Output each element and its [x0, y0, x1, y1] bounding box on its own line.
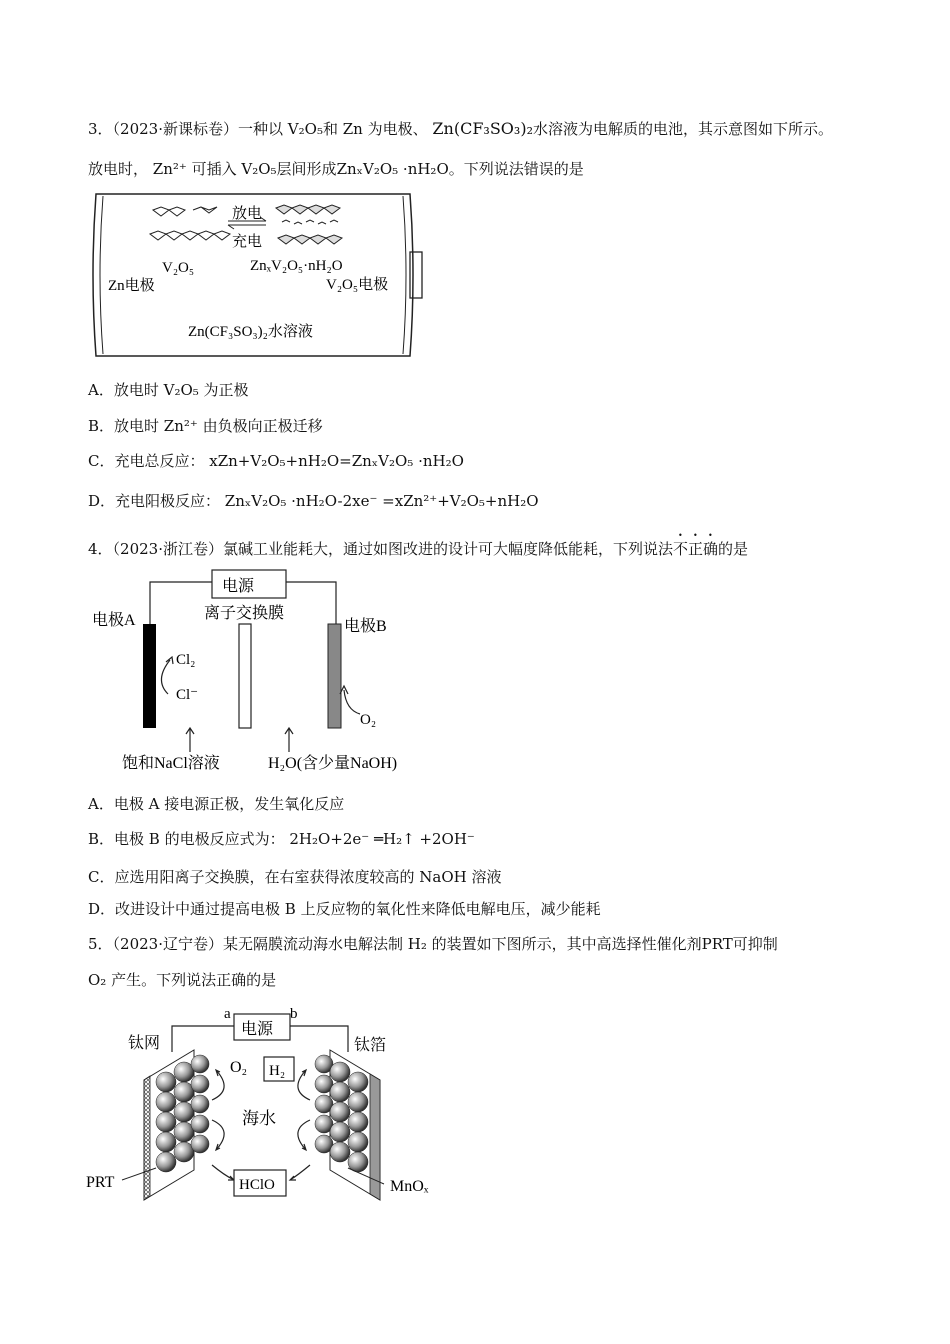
q3-source: （2023·新课标卷）	[112, 120, 238, 138]
q3-v2o5-electrode: V₂O₅电极	[326, 277, 389, 293]
q5-left-catalyst-balls	[156, 1055, 209, 1172]
option-label: D．	[88, 492, 116, 510]
q4-source: （2023·浙江卷）	[112, 540, 223, 558]
q5-stem-text: O₂ 产生。下列说法正确的是	[88, 971, 277, 989]
q4-stem-text: 氯碱工业能耗大，通过如图改进的设计可大幅度降低能耗，下列说法	[223, 540, 674, 558]
option-text: 应选用阳离子交换膜，在右室获得浓度较高的 NaOH 溶液	[114, 868, 502, 886]
q5-terminal-b: b	[290, 1006, 298, 1022]
q5-h2-label: H₂	[269, 1063, 286, 1079]
q4-stem	[88, 531, 748, 560]
option-label: A．	[88, 381, 114, 399]
option-label: C．	[88, 452, 115, 470]
q3-left-material: V₂O₅	[162, 260, 195, 276]
q3-stem-line2	[88, 158, 584, 180]
q3-discharge-label: 放电	[232, 206, 263, 222]
q3-battery-figure	[88, 190, 438, 360]
q3-v2o5: V₂O₅	[287, 120, 323, 138]
option-text: 充电阳极反应： ZnₓV₂O₅ ·nH₂O-2xe⁻ =xZn²⁺+V₂O₅+nH₂O	[115, 492, 539, 510]
q3-stem-line1	[88, 118, 833, 140]
q4-emphasis: 不正确	[673, 540, 719, 558]
q3-zn: Zn	[342, 120, 363, 138]
q5-stem-text: 某无隔膜流动海水电解法制 H₂ 的装置如下图所示，其中高选择性催化剂PRT可抑制	[223, 935, 778, 953]
q5-electrolysis-figure	[84, 1000, 454, 1210]
option-text: 改进设计中通过提高电极 B 上反应物的氧化性来降低电解电压，减少能耗	[115, 900, 601, 918]
q4-left-arrow	[186, 728, 194, 752]
q3-stem-text: 放电时，	[88, 160, 149, 178]
q4-electrode-b-label: 电极B	[344, 618, 387, 635]
q5-prt-label: PRT	[86, 1174, 115, 1191]
q4-o2-label: O₂	[360, 712, 377, 728]
option-label: B．	[88, 417, 115, 435]
q4-number: 4．	[88, 540, 113, 558]
q4-electrolysis-figure	[88, 562, 428, 778]
q5-stem-line1	[88, 933, 778, 955]
q3-stem-text: 一种以	[238, 120, 284, 138]
q3-number: 3．	[88, 120, 113, 138]
q5-number: 5．	[88, 935, 113, 953]
q4-right-solution: H₂O(含少量NaOH)	[268, 755, 398, 772]
q4-cl-arrow	[161, 657, 173, 694]
q3-left-wall	[100, 196, 103, 354]
q3-option-b[interactable]	[88, 415, 323, 437]
q3-zn-electrode: Zn电极	[108, 278, 155, 294]
q3-electrolyte: Zn(CF₃SO₃)₂	[432, 119, 533, 138]
q3-zn-ion: Zn²⁺	[152, 160, 187, 178]
q5-mnox-label: MnOₓ	[390, 1178, 429, 1195]
q3-option-a[interactable]	[88, 379, 249, 401]
option-text: 电极 B 的电极反应式为： 2H₂O+2e⁻ ═H₂↑ +2OH⁻	[114, 830, 475, 848]
option-label: D．	[88, 900, 116, 918]
q5-seawater-label: 海水	[242, 1109, 276, 1128]
q5-ti-mesh-label: 钛网	[128, 1035, 161, 1052]
q3-stem-text: 水溶液为电解质的电池，其示意图如下所示。	[533, 120, 834, 138]
q5-ti-foil-label: 钛箔	[354, 1037, 387, 1054]
q3-v2o5-layers	[150, 207, 230, 240]
option-text: 放电时 Zn²⁺ 由负极向正极迁移	[114, 417, 323, 435]
q3-stem-text: 。下列说法错误的是	[448, 160, 584, 178]
q5-hclo-label: HClO	[239, 1177, 275, 1193]
q4-o2-arrow	[340, 686, 360, 714]
q4-electrode-a	[143, 624, 156, 728]
q4-option-d[interactable]	[88, 898, 601, 920]
q5-o2-label: O₂	[230, 1059, 248, 1076]
q5-power-label: 电源	[241, 1021, 274, 1038]
q4-electrode-b	[328, 624, 341, 728]
option-label: C．	[88, 868, 115, 886]
q3-stem-text: 为电极、	[367, 120, 428, 138]
q4-membrane-label: 离子交换膜	[204, 605, 285, 622]
q3-stem-text: 和	[322, 120, 338, 138]
option-label: B．	[88, 830, 115, 848]
q4-option-c[interactable]	[88, 866, 501, 888]
q4-stem-text: 的是	[718, 540, 749, 558]
q3-stem-text: 层间形成	[276, 160, 337, 178]
option-text: 电极 A 接电源正极，发生氧化反应	[113, 795, 345, 813]
q4-power-label: 电源	[222, 578, 255, 595]
q4-option-b[interactable]	[88, 828, 475, 850]
q4-right-arrow	[285, 728, 293, 752]
q3-right-wall	[403, 196, 406, 354]
option-text: 放电时 V₂O₅ 为正极	[113, 381, 249, 399]
q4-cl2-label: Cl₂	[176, 652, 196, 668]
q4-left-solution: 饱和NaCl溶液	[122, 755, 220, 772]
q4-cl-ion-label: Cl⁻	[176, 687, 199, 703]
q3-option-c[interactable]	[88, 450, 464, 472]
q3-option-d[interactable]	[88, 490, 539, 512]
q3-battery-terminal	[410, 252, 422, 298]
option-text: 充电总反应： xZn+V₂O₅+nH₂O=ZnₓV₂O₅ ·nH₂O	[114, 452, 464, 470]
q3-znv2o5-layers	[276, 205, 342, 244]
option-label: A．	[88, 795, 114, 813]
q5-right-catalyst-balls	[315, 1055, 368, 1172]
q5-terminal-a: a	[224, 1006, 231, 1022]
q4-electrode-a-label: 电极A	[92, 612, 136, 629]
q3-product: ZnₓV₂O₅ ·nH₂O	[336, 160, 449, 178]
q4-option-a[interactable]	[88, 793, 344, 815]
q3-solution-label: Zn(CF₃SO₃)₂水溶液	[188, 324, 313, 340]
q3-charge-label: 充电	[232, 234, 263, 250]
q3-v2o5-b: V₂O₅	[241, 160, 277, 178]
q5-stem-line2	[88, 969, 276, 991]
q3-right-material: ZnₓV₂O₅·nH₂O	[250, 258, 343, 274]
q5-source: （2023·辽宁卷）	[112, 935, 223, 953]
q3-stem-text: 可插入	[191, 160, 237, 178]
q4-membrane	[239, 624, 251, 728]
